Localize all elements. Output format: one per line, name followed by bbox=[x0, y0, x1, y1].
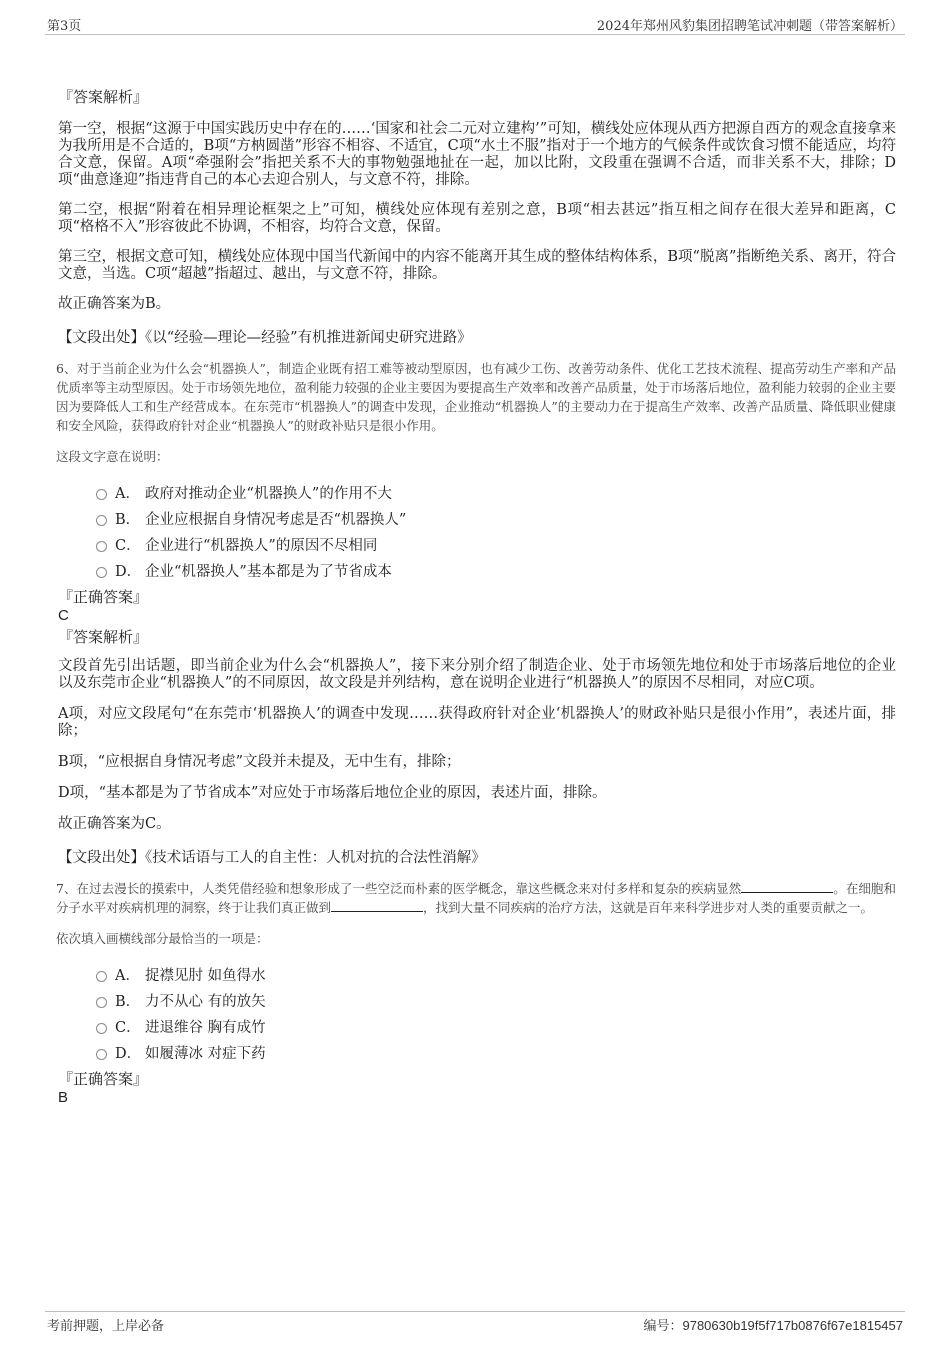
q5-source-label: 【文段出处】 bbox=[58, 330, 145, 346]
question-7-text: 7、在过去漫长的摸索中，人类凭借经验和想象形成了一些空泛而朴素的医学概念，靠这些概念来对付多样和复杂的疾病显然 。在细胞和分子水平对疾病机理的洞察，终于让我们真正做到 ，找到大量不同疾病的治疗方法，这就是百年来科学进步对人类的重要贡献之一。 bbox=[56, 881, 896, 915]
q7-option-b[interactable]: B． 力不从心 有的放矢 bbox=[96, 987, 896, 1013]
q5-conclusion: 故正确答案为B。 bbox=[58, 296, 171, 312]
radio-icon[interactable] bbox=[96, 971, 107, 982]
question-6-text: 6、对于当前企业为什么会“机器换人”，制造企业既有招工难等被动型原因，也有减少工伤、改善劳动条件、优化工艺技术流程、提高劳动生产率和产品优质率等主动型原因。处于市场领先地位，盈利能力较强的企业主要因为要提高生产效率和改善产品质量，处于市场落后地位，盈利能力较弱的企业主要因为要降低人工和生产经营成本。在东莞市“机器换人”的调查中发现，企业推动“机器换人”的主要动力在于提高生产效率、改善产品质量、降低职业健康和安全风险，获得政府针对企业“机器换人”的财政补贴只是很小作用。 bbox=[56, 361, 896, 433]
q7-option-d[interactable]: D． 如履薄冰 对症下药 bbox=[96, 1039, 896, 1065]
question-6-prompt: 这段文字意在说明： bbox=[56, 449, 169, 464]
page-number: 第3页 bbox=[47, 19, 82, 34]
page-content bbox=[56, 87, 896, 1106]
footer-slogan: 考前押题，上岸必备 bbox=[47, 1319, 165, 1334]
question-6-options bbox=[96, 479, 896, 583]
blank-1 bbox=[741, 881, 833, 893]
q6-answer-label: 『正确答案』 bbox=[58, 588, 149, 606]
q6-source-label: 【文段出处】 bbox=[58, 850, 145, 866]
q6-conclusion: 故正确答案为C。 bbox=[58, 816, 171, 832]
radio-icon[interactable] bbox=[96, 997, 107, 1008]
radio-icon[interactable] bbox=[96, 1049, 107, 1060]
q6-source-title: 《技术话语与工人的自主性：人机对抗的合法性消解》 bbox=[145, 850, 486, 866]
q5-analysis-paragraph-2: 第二空，根据“附着在相异理论框架之上”可知，横线处应体现有差别之意，B项“相去甚远”指互相之间存在很大差异和距离，C项“格格不入”形容彼此不协调，不相容，均符合文意，保留。 bbox=[58, 202, 896, 235]
q6-option-d[interactable]: D． 企业“机器换人”基本都是为了节省成本 bbox=[96, 557, 896, 583]
q6-analysis-paragraph-1: 文段首先引出话题，即当前企业为什么会“机器换人”，接下来分别介绍了制造企业、处于市场领先地位和处于市场落后地位的企业以及东莞市企业“机器换人”的不同原因，故文段是并列结构，意在说明企业进行“机器换人”的原因不尽相同，对应C项。 bbox=[58, 658, 896, 691]
radio-icon[interactable] bbox=[96, 1023, 107, 1034]
radio-icon[interactable] bbox=[96, 567, 107, 578]
q6-answer: C bbox=[58, 607, 69, 624]
q6-analysis-paragraph-3: B项，“应根据自身情况考虑”文段并未提及，无中生有，排除； bbox=[58, 754, 461, 770]
radio-icon[interactable] bbox=[96, 515, 107, 526]
radio-icon[interactable] bbox=[96, 489, 107, 500]
q7-answer: B bbox=[58, 1089, 69, 1106]
q5-source-title: 《以“经验—理论—经验”有机推进新闻史研究进路》 bbox=[145, 330, 472, 346]
q6-option-c[interactable]: C． 企业进行“机器换人”的原因不尽相同 bbox=[96, 531, 896, 557]
q5-source bbox=[58, 329, 896, 347]
question-7-prompt: 依次填入画横线部分最恰当的一项是： bbox=[56, 931, 269, 946]
page-header bbox=[45, 14, 905, 35]
document-title: 2024年郑州风豹集团招聘笔试冲刺题（带答案解析） bbox=[596, 19, 903, 34]
question-7-options bbox=[96, 961, 896, 1065]
q5-analysis-label: 『答案解析』 bbox=[58, 88, 149, 106]
blank-2 bbox=[331, 900, 423, 912]
q5-analysis-paragraph-3: 第三空，根据文意可知，横线处应体现中国当代新闻中的内容不能离开其生成的整体结构体系，B项“脱离”指断绝关系、离开，符合文意，当选。C项“超越”指超过、越出，与文意不符，排除。 bbox=[58, 249, 896, 282]
q7-option-c[interactable]: C． 进退维谷 胸有成竹 bbox=[96, 1013, 896, 1039]
q6-analysis-paragraph-2: A项，对应文段尾句“在东莞市‘机器换人’的调查中发现……获得政府针对企业‘机器换人’的财政补贴只是很小作用”，表述片面，排除； bbox=[58, 706, 896, 739]
page-footer bbox=[45, 1311, 905, 1332]
q5-analysis-paragraph-1: 第一空，根据“这源于中国实践历史中存在的……‘国家和社会二元对立建构’”可知，横线处应体现从西方把源自西方的观念直接拿来为我所用是不合适的，B项“方枘圆凿”形容不相容、不适宜，C项“水土不服”指对于一个地方的气候条件或饮食习惯不能适应，均符合文意，保留。A项“牵强附会”指把关系不大的事物勉强地扯在一起，加以比附，文段重在强调不合适，而非关系不大，排除；D项“曲意逢迎”指违背自己的本心去迎合别人，与文意不符，排除。 bbox=[58, 121, 896, 188]
q6-option-b[interactable]: B． 企业应根据自身情况考虑是否“机器换人” bbox=[96, 505, 896, 531]
q6-analysis-paragraph-4: D项，“基本都是为了节省成本”对应处于市场落后地位企业的原因，表述片面，排除。 bbox=[58, 785, 607, 801]
q6-source bbox=[58, 849, 896, 867]
q7-option-a[interactable]: A． 捉襟见肘 如鱼得水 bbox=[96, 961, 896, 987]
q6-option-a[interactable]: A． 政府对推动企业“机器换人”的作用不大 bbox=[96, 479, 896, 505]
radio-icon[interactable] bbox=[96, 541, 107, 552]
q7-answer-label: 『正确答案』 bbox=[58, 1070, 149, 1088]
document-code: 编号：9780630b19f5f717b0876f67e1815457 bbox=[643, 1318, 903, 1334]
q6-analysis-label: 『答案解析』 bbox=[58, 628, 149, 646]
